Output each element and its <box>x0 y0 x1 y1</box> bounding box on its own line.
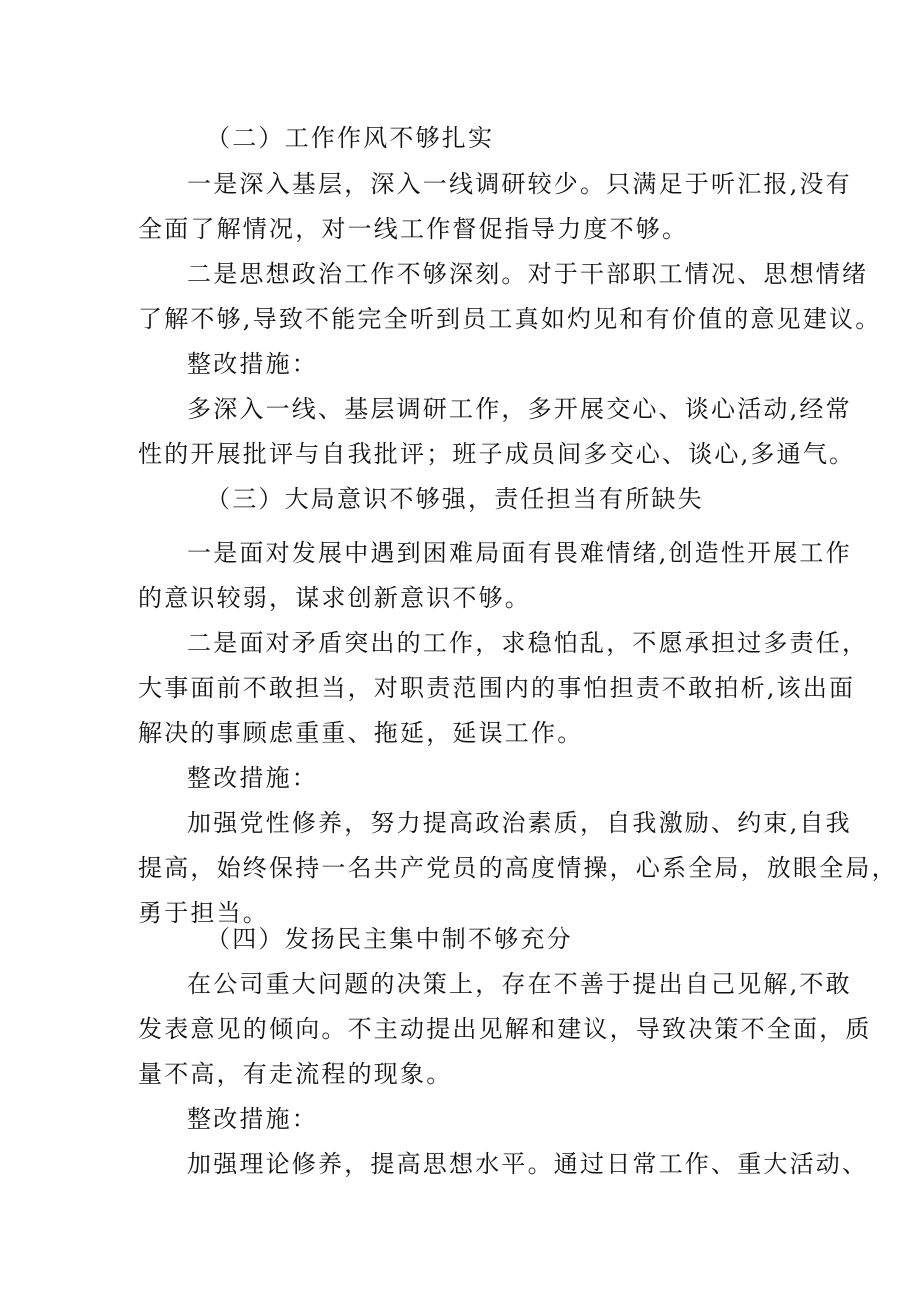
paragraph-line: 全面了解情况，对一线工作督促指导力度不够。 <box>138 215 689 243</box>
paragraph-line: 在公司重大问题的决策上，存在不善于提出自己见解,不敢 <box>187 970 852 998</box>
paragraph-line: 提高，始终保持一名共产党员的高度情操，心系全局，放眼全局， <box>138 854 898 882</box>
paragraph-line: 二是思想政治工作不够深刻。对于干部职工情况、思想情绪 <box>187 260 869 288</box>
paragraph-line: 了解不够,导致不能完全听到员工真如灼见和有价值的意见建议。 <box>138 305 882 333</box>
rectification-label: 整改措施： <box>187 350 318 378</box>
paragraph-line: 勇于担当。 <box>138 899 269 927</box>
paragraph-line: 二是面对矛盾突出的工作，求稳怕乱，不愿承担过多责任， <box>187 629 869 657</box>
paragraph-line: 多深入一线、基层调研工作，多开展交心、谈心活动,经常 <box>187 395 852 423</box>
section-heading-4: （四）发扬民主集中制不够充分 <box>206 925 573 953</box>
paragraph-line: 性的开展批评与自我批评；班子成员间多交心、谈心,多通气。 <box>138 440 856 468</box>
paragraph-line: 加强理论修养，提高思想水平。通过日常工作、重大活动、 <box>187 1150 869 1178</box>
paragraph-line: 加强党性修养，努力提高政治素质，自我激励、约束,自我 <box>187 809 852 837</box>
paragraph-line: 发表意见的倾向。不主动提出见解和建议，导致决策不全面，质 <box>138 1015 872 1043</box>
rectification-label: 整改措施： <box>187 1105 318 1133</box>
paragraph-line: 解决的事顾虑重重、拖延，延误工作。 <box>138 719 584 747</box>
paragraph-line: 一是深入基层，深入一线调研较少。只满足于听汇报,没有 <box>187 170 852 198</box>
paragraph-line: 量不高，有走流程的现象。 <box>138 1060 453 1088</box>
paragraph-line: 一是面对发展中遇到困难局面有畏难情绪,创造性开展工作 <box>187 539 852 567</box>
section-heading-3: （三）大局意识不够强，责任担当有所缺失 <box>206 485 704 513</box>
rectification-label: 整改措施： <box>187 764 318 792</box>
section-heading-2: （二）工作作风不够扎实 <box>206 124 495 152</box>
paragraph-line: 大事面前不敢担当，对职责范围内的事怕担责不敢拍析,该出面 <box>138 674 856 702</box>
paragraph-line: 的意识较弱，谋求创新意识不够。 <box>138 584 531 612</box>
